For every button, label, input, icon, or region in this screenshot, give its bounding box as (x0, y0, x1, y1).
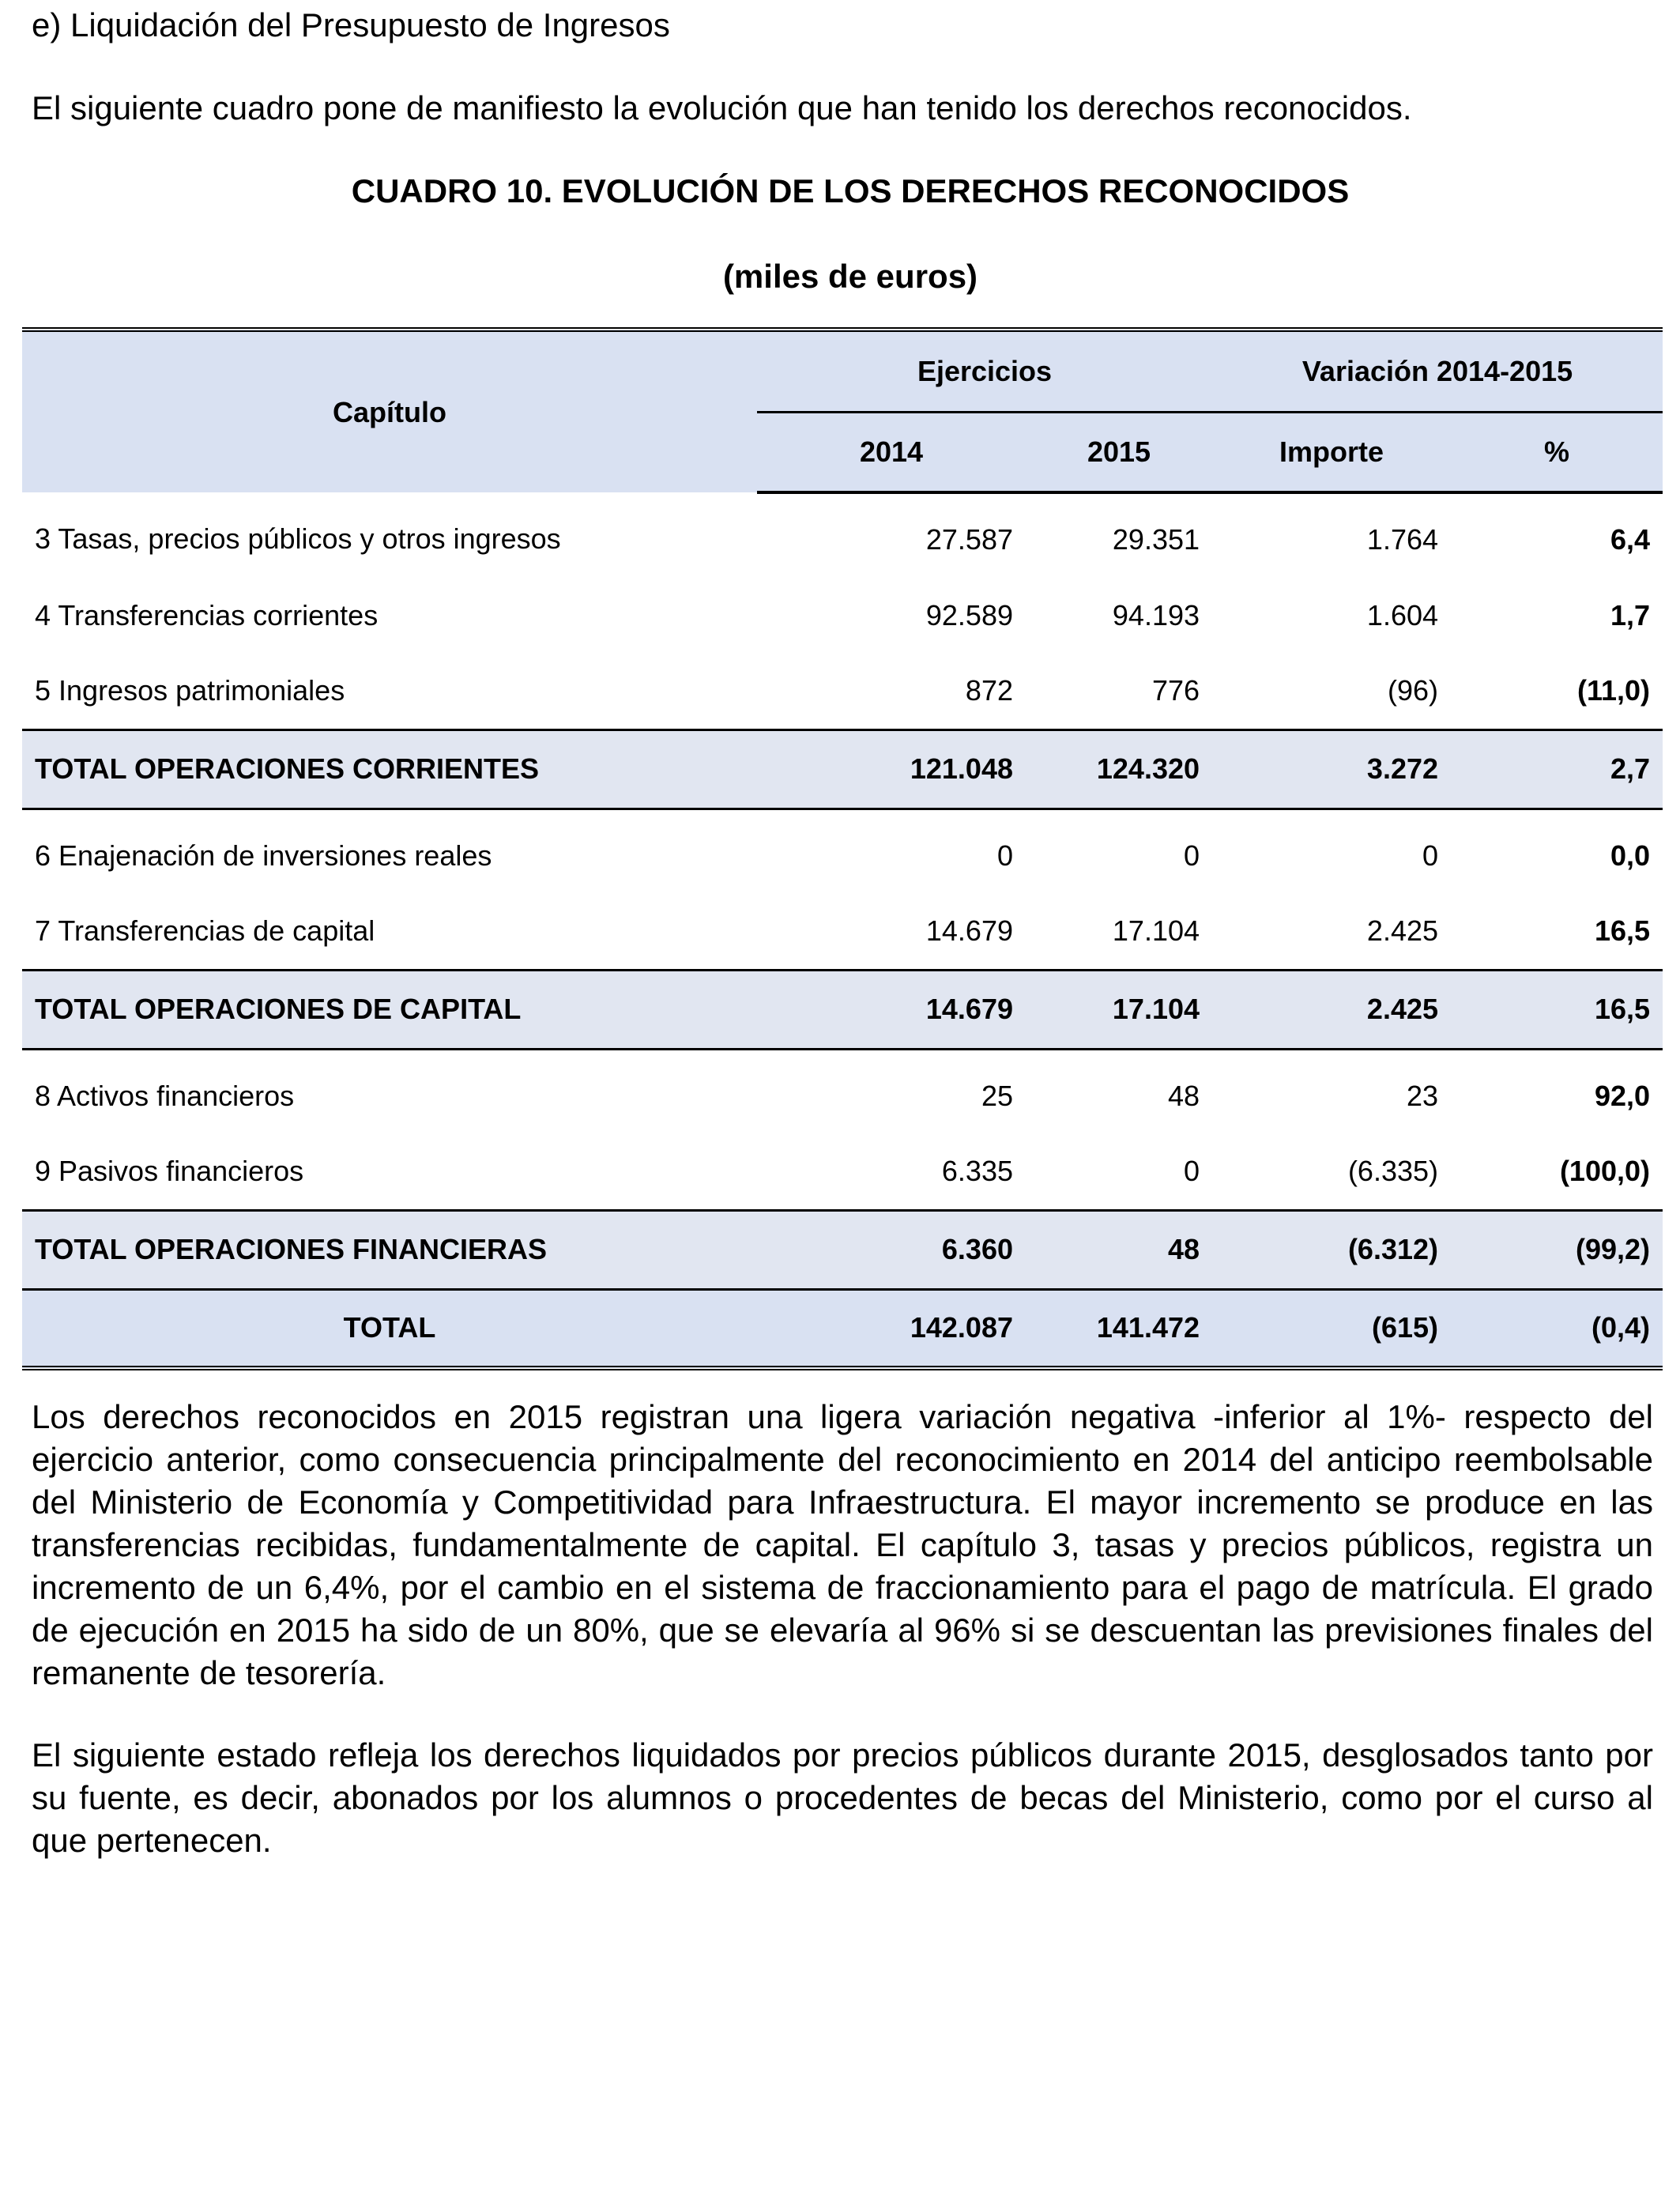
row-label: TOTAL OPERACIONES CORRIENTES (22, 729, 757, 809)
value-importe: (6.312) (1212, 1210, 1451, 1289)
grand-total-row (22, 1289, 1663, 1368)
value-importe: 1.764 (1366, 523, 1439, 556)
table-row (22, 578, 1663, 654)
row-label: 7 Transferencias de capital (35, 914, 375, 948)
row-label: 6 Enajenación de inversiones reales (35, 839, 492, 872)
value-2014: 121.048 (757, 729, 1026, 809)
row-label: TOTAL OPERACIONES DE CAPITAL (22, 970, 757, 1049)
value-2015: 0 (1183, 839, 1200, 872)
section-heading: e) Liquidación del Presupuesto de Ingresos (32, 6, 670, 43)
value-2014: 14.679 (925, 914, 1013, 948)
header-variacion: Variación 2014-2015 (1212, 330, 1663, 412)
value-pct: (11,0) (1576, 674, 1651, 707)
value-2015: 94.193 (1112, 599, 1200, 631)
header-capitulo: Capítulo (22, 330, 757, 492)
table-row (22, 1049, 1663, 1134)
table-title: CUADRO 10. EVOLUCIÓN DE LOS DERECHOS RECONOCIDOS (351, 172, 1350, 209)
header-pct: % (1451, 412, 1663, 492)
value-2015: 141.472 (1026, 1289, 1212, 1368)
value-2014: 872 (965, 674, 1013, 707)
table-row (22, 809, 1663, 894)
table-subtitle: (miles de euros) (722, 258, 978, 295)
value-2014: 25 (981, 1079, 1013, 1112)
row-label: 8 Activos financieros (35, 1079, 295, 1112)
value-importe: 2.425 (1212, 970, 1451, 1049)
value-importe: 23 (1406, 1079, 1439, 1112)
value-2015: 17.104 (1112, 914, 1200, 948)
value-2014: 0 (996, 839, 1013, 872)
row-label: 5 Ingresos patrimoniales (35, 674, 345, 707)
subtotal-row-capital (22, 970, 1663, 1049)
value-pct: (99,2) (1451, 1210, 1663, 1289)
value-2015: 776 (1151, 674, 1200, 707)
value-2014: 142.087 (757, 1289, 1026, 1368)
value-2015: 48 (1167, 1079, 1200, 1112)
value-pct: 6,4 (1610, 523, 1651, 556)
header-ejercicios: Ejercicios (757, 330, 1212, 412)
derechos-table (22, 327, 1663, 1370)
value-pct: 1,7 (1610, 599, 1651, 631)
table-row (22, 492, 1663, 578)
value-2014: 27.587 (925, 523, 1013, 556)
header-importe: Importe (1212, 412, 1451, 492)
value-2015: 0 (1183, 1155, 1200, 1188)
value-importe: 0 (1422, 839, 1439, 872)
table-row (22, 1134, 1663, 1210)
value-pct: 16,5 (1451, 970, 1663, 1049)
value-2014: 92.589 (925, 599, 1013, 631)
row-label: TOTAL OPERACIONES FINANCIERAS (22, 1210, 757, 1289)
table-row (22, 654, 1663, 729)
row-label: 9 Pasivos financieros (35, 1155, 304, 1188)
row-label: TOTAL (22, 1289, 757, 1368)
value-pct: 0,0 (1610, 839, 1651, 872)
value-importe: (6.335) (1347, 1155, 1439, 1188)
row-label: 3 Tasas, precios públicos y otros ingresos (35, 522, 561, 555)
subtotal-row-financieras (22, 1210, 1663, 1289)
value-pct: 2,7 (1451, 729, 1663, 809)
header-2015: 2015 (1026, 412, 1212, 492)
value-pct: (0,4) (1451, 1289, 1663, 1368)
header-2014: 2014 (757, 412, 1026, 492)
subtotal-row-corrientes (22, 729, 1663, 809)
value-2014: 14.679 (757, 970, 1026, 1049)
value-2014: 6.360 (757, 1210, 1026, 1289)
value-importe: (615) (1212, 1289, 1451, 1368)
row-label: 4 Transferencias corrientes (35, 599, 379, 631)
analysis-paragraph: Los derechos reconocidos en 2015 registran una ligera variación negativa -inferior al 1%- respecto del ejercicio anterior, como consecuencia principalmente del reconocimiento en 2014 del anticipo reembolsable del Ministerio de Economía y Competitividad para Infraestructura. El mayor incremento se produce en las transferencias recibidas, fundamentalmente de capital. El capítulo 3, tasas y precios públicos, registra un incremento de un 6,4%, por el cambio en el sistema de fraccionamiento para el pago de matrícula. El grado de ejecución en 2015 ha sido de un 80%, que se elevaría al 96% si se descuentan las previsiones finales del remanente de tesorería. (32, 1398, 1653, 1691)
value-importe: 3.272 (1212, 729, 1451, 809)
value-2015: 29.351 (1112, 523, 1200, 556)
value-importe: 2.425 (1366, 914, 1439, 948)
value-pct: 92,0 (1594, 1079, 1651, 1112)
value-2015: 48 (1026, 1210, 1212, 1289)
value-pct: 16,5 (1594, 914, 1651, 948)
table-row (22, 894, 1663, 970)
intro-text: El siguiente cuadro pone de manifiesto la evolución que han tenido los derechos reconocidos. (32, 89, 1412, 126)
value-2014: 6.335 (941, 1155, 1013, 1188)
closing-paragraph: El siguiente estado refleja los derechos liquidados por precios públicos durante 2015, desglosados tanto por su fuente, es decir, abonados por los alumnos o procedentes de becas del Ministerio, como por el curso al que pertenecen. (32, 1736, 1653, 1859)
value-pct: (100,0) (1559, 1155, 1651, 1188)
value-importe: 1.604 (1366, 599, 1439, 631)
value-importe: (96) (1387, 674, 1439, 707)
value-2015: 17.104 (1026, 970, 1212, 1049)
value-2015: 124.320 (1026, 729, 1212, 809)
